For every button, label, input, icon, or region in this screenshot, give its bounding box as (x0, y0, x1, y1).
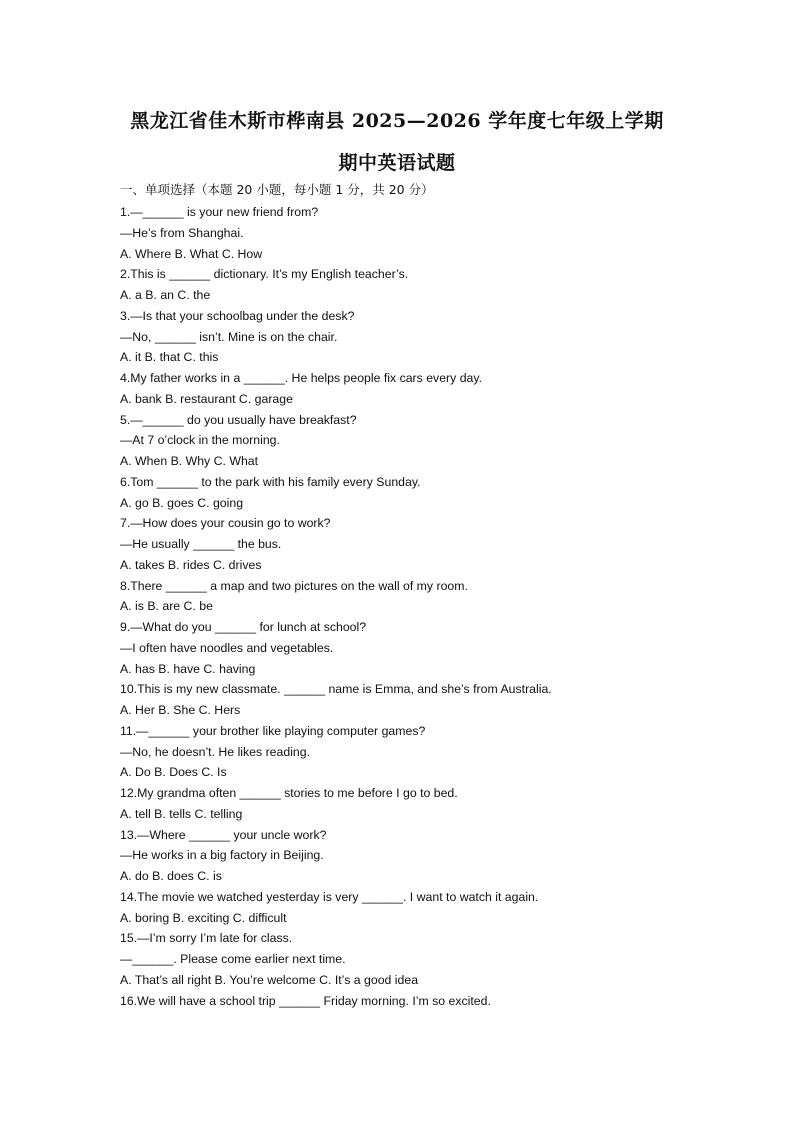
question-line: —At 7 o’clock in the morning. (120, 433, 280, 448)
question-line: —I often have noodles and vegetables. (120, 640, 334, 655)
question-line: A. Do B. Does C. Is (120, 765, 227, 780)
question-line: 4.My father works in a ______. He helps people fix cars every day. (120, 371, 483, 385)
question-line: A. has B. have C. having (120, 661, 256, 676)
question-line: —He usually ______ the bus. (120, 537, 282, 551)
question-line: —He works in a big factory in Beijing. (120, 848, 324, 863)
question-line: A. it B. that C. this (120, 350, 219, 365)
question-line: A. is B. are C. be (120, 599, 213, 614)
question-line: 16.We will have a school trip ______ Friday morning. I’m so excited. (120, 993, 491, 1008)
question-line: 15.—I’m sorry I’m late for class. (120, 931, 293, 946)
question-line: 12.My grandma often ______ stories to me before I go to bed. (120, 786, 458, 800)
question-line: A. That’s all right B. You’re welcome C. It’s a good idea (120, 972, 419, 987)
question-line: 10.This is my new classmate. ______ name is Emma, and she’s from Australia. (120, 682, 552, 697)
question-line: A. Where B. What C. How (120, 246, 263, 261)
exam-title-line1: 黑龙江省佳木斯市桦南县 2025—2026 学年度七年级上学期 (130, 110, 664, 132)
question-line: 6.Tom ______ to the park with his family every Sunday. (120, 474, 421, 489)
question-line: A. boring B. exciting C. difficult (120, 910, 287, 925)
question-line: 5.—______ do you usually have breakfast? (120, 412, 357, 427)
question-line: A. Her B. She C. Hers (120, 703, 241, 717)
question-line: 8.There ______ a map and two pictures on the wall of my room. (120, 578, 468, 593)
section-heading: 一、单项选择（本题 20 小题，每小题 1 分，共 20 分） (120, 182, 434, 197)
exam-title-line2: 期中英语试题 (338, 152, 456, 174)
question-line: —No, ______ isn’t. Mine is on the chair. (120, 329, 338, 344)
question-line: A. takes B. rides C. drives (120, 557, 262, 572)
question-line: A. a B. an C. the (120, 288, 211, 302)
question-line: 13.—Where ______ your uncle work? (120, 827, 327, 842)
question-line: A. tell B. tells C. telling (120, 806, 243, 821)
question-line: 11.—______ your brother like playing computer games? (120, 723, 426, 738)
question-line: 3.—Is that your schoolbag under the desk? (120, 308, 355, 323)
question-line: A. When B. Why C. What (120, 454, 259, 468)
question-line: A. go B. goes C. going (120, 495, 244, 510)
question-line: A. do B. does C. is (120, 869, 222, 883)
question-line: 9.—What do you ______ for lunch at school? (120, 620, 367, 634)
question-list (120, 202, 552, 1011)
question-line: —He’s from Shanghai. (120, 225, 244, 240)
question-line: 1.—______ is your new friend from? (120, 205, 319, 219)
question-line: —No, he doesn’t. He likes reading. (120, 744, 311, 759)
question-line: —______. Please come earlier next time. (120, 952, 346, 966)
question-line: 14.The movie we watched yesterday is very ______. I want to watch it again. (120, 889, 539, 904)
question-line: 2.This is ______ dictionary. It’s my English teacher’s. (120, 267, 409, 282)
question-line: 7.—How does your cousin go to work? (120, 516, 331, 531)
question-line: A. bank B. restaurant C. garage (120, 391, 293, 406)
